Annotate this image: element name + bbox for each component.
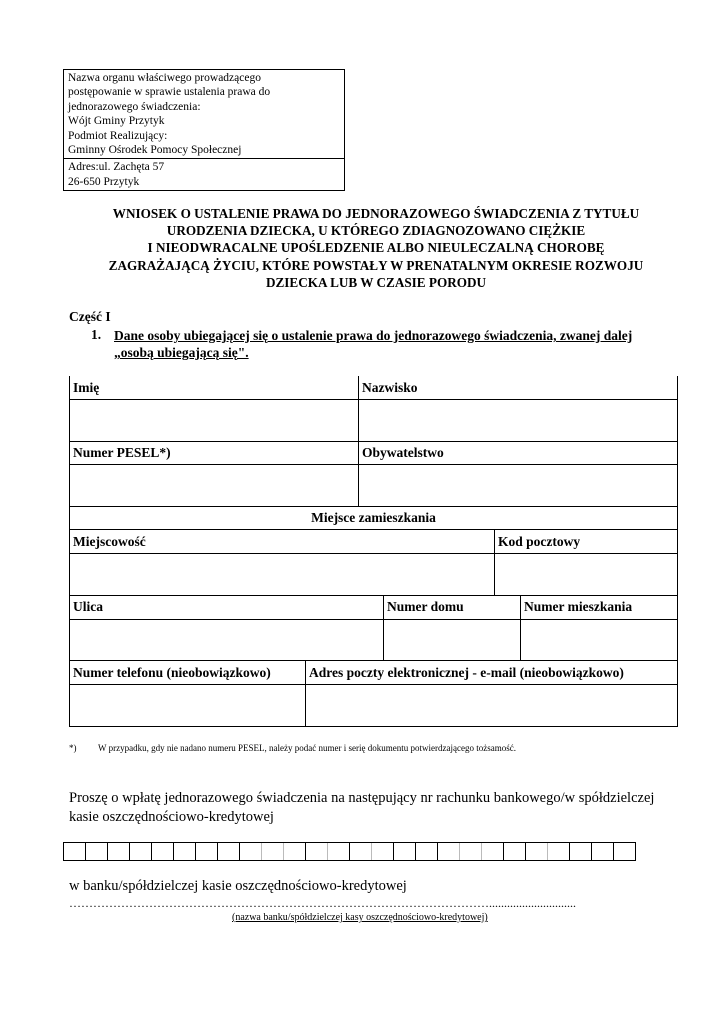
house-number-label: Numer domu: [387, 599, 464, 614]
applicant-data-table: [69, 376, 678, 727]
authority-box: [63, 69, 345, 191]
table-rule: [70, 595, 677, 596]
authority-line: Nazwa organu właściwego prowadzącego: [68, 72, 261, 84]
apartment-number-label: Numer mieszkania: [524, 599, 633, 614]
account-digit-box[interactable]: [482, 843, 504, 860]
bank-request-line: kasie oszczędnościowo-kredytowej: [69, 809, 274, 825]
account-digit-box[interactable]: [218, 843, 240, 860]
residence-heading: Miejsce zamieszkania: [311, 510, 436, 525]
phone-field[interactable]: [70, 685, 305, 726]
account-digit-box[interactable]: [394, 843, 416, 860]
point-number: 1.: [91, 327, 102, 342]
authority-line: postępowanie w sprawie ustalenia prawa do: [68, 86, 271, 99]
table-rule: [70, 441, 677, 442]
street-field[interactable]: [70, 620, 383, 660]
first-name-field[interactable]: [70, 400, 358, 441]
account-digit-box[interactable]: [130, 843, 152, 860]
pesel-field[interactable]: [70, 465, 358, 506]
email-field[interactable]: [306, 685, 677, 726]
city-label: Miejscowość: [73, 534, 146, 549]
authority-line: Wójt Gminy Przytyk: [68, 115, 165, 128]
point-heading: [114, 327, 684, 361]
point-heading-line: „osobą ubiegającą się".: [114, 345, 249, 360]
authority-line: Gminny Ośrodek Pomocy Społecznej: [68, 144, 242, 157]
account-digit-box[interactable]: [460, 843, 482, 860]
citizenship-label: Obywatelstwo: [362, 445, 444, 460]
account-digit-box[interactable]: [196, 843, 218, 860]
bank-name-label: w banku/spółdzielczej kasie oszczędnościowo-kredytowej: [69, 878, 407, 894]
account-digit-box[interactable]: [240, 843, 262, 860]
point-heading-line: Dane osoby ubiegającej się o ustalenie prawa do jednorazowego świadczenia, zwanej dalej: [114, 328, 633, 343]
bank-request-text: [69, 789, 689, 827]
bank-request-line: Proszę o wpłatę jednorazowego świadczenia na następujący nr rachunku bankowego/w spółdzielczej: [69, 790, 655, 806]
authority-address-line: Adres:ul. Zachęta 57: [68, 161, 165, 174]
account-digit-box[interactable]: [284, 843, 306, 860]
table-rule: [70, 529, 677, 530]
citizenship-field[interactable]: [359, 465, 677, 506]
last-name-field[interactable]: [359, 400, 677, 441]
account-digit-box[interactable]: [372, 843, 394, 860]
account-digit-box[interactable]: [86, 843, 108, 860]
first-name-label: Imię: [73, 380, 100, 395]
account-digit-box[interactable]: [152, 843, 174, 860]
account-digit-box[interactable]: [504, 843, 526, 860]
account-digit-box[interactable]: [592, 843, 614, 860]
account-digit-box[interactable]: [306, 843, 328, 860]
footnote-text: W przypadku, gdy nie nadano numeru PESEL, należy podać numer i serię dokumentu potwierdzającego tożsamość.: [98, 743, 516, 753]
email-label: Adres poczty elektronicznej - e-mail (nieobowiązkowo): [309, 665, 624, 680]
account-digit-box[interactable]: [548, 843, 570, 860]
authority-name-section: [64, 70, 344, 159]
pesel-label: Numer PESEL*): [73, 445, 171, 460]
authority-address-section: [64, 159, 344, 190]
bank-name-field[interactable]: …………………………………………………………………………………………….............................: [69, 896, 576, 910]
house-number-field[interactable]: [384, 620, 520, 660]
title-line: WNIOSEK O USTALENIE PRAWA DO JEDNORAZOWEGO ŚWIADCZENIA Z TYTUŁU: [112, 206, 640, 221]
authority-address-line: 26-650 Przytyk: [68, 175, 140, 188]
postal-code-label: Kod pocztowy: [498, 534, 581, 549]
authority-line: Podmiot Realizujący:: [68, 129, 168, 142]
authority-line: jednorazowego świadczenia:: [68, 100, 201, 113]
account-digit-box[interactable]: [108, 843, 130, 860]
title-line: URODZENIA DZIECKA, U KTÓREGO ZDIAGNOZOWANO CIĘŻKIE: [166, 223, 586, 239]
street-label: Ulica: [73, 599, 103, 614]
postal-code-field[interactable]: [495, 554, 677, 595]
account-digit-box[interactable]: [570, 843, 592, 860]
apartment-number-field[interactable]: [521, 620, 677, 660]
account-digit-box[interactable]: [64, 843, 86, 860]
last-name-label: Nazwisko: [362, 380, 418, 395]
account-digit-box[interactable]: [614, 843, 636, 860]
title-line: DZIECKA LUB W CZASIE PORODU: [265, 274, 487, 290]
account-digit-box[interactable]: [526, 843, 548, 860]
phone-label: Numer telefonu (nieobowiązkowo): [73, 665, 271, 680]
table-rule: [70, 660, 677, 661]
footnote-mark: *): [69, 743, 77, 753]
part-heading: Część I: [69, 309, 111, 324]
table-rule: [70, 506, 677, 507]
account-number-boxes: [63, 842, 636, 861]
account-digit-box[interactable]: [328, 843, 350, 860]
title-line: I NIEODWRACALNE UPOŚLEDZENIE ALBO NIEULECZALNĄ CHOROBĘ: [147, 240, 605, 256]
document-title: [60, 205, 692, 291]
account-digit-box[interactable]: [438, 843, 460, 860]
account-digit-box[interactable]: [262, 843, 284, 860]
account-digit-box[interactable]: [350, 843, 372, 860]
bank-name-caption: (nazwa banku/spółdzielczej kasy oszczędnościowo-kredytowej): [232, 912, 488, 923]
account-digit-box[interactable]: [416, 843, 438, 860]
title-line: ZAGRAŻAJĄCĄ ŻYCIU, KTÓRE POWSTAŁY W PRENATALNYM OKRESIE ROZWOJU: [108, 257, 644, 273]
city-field[interactable]: [70, 554, 494, 595]
account-digit-box[interactable]: [174, 843, 196, 860]
